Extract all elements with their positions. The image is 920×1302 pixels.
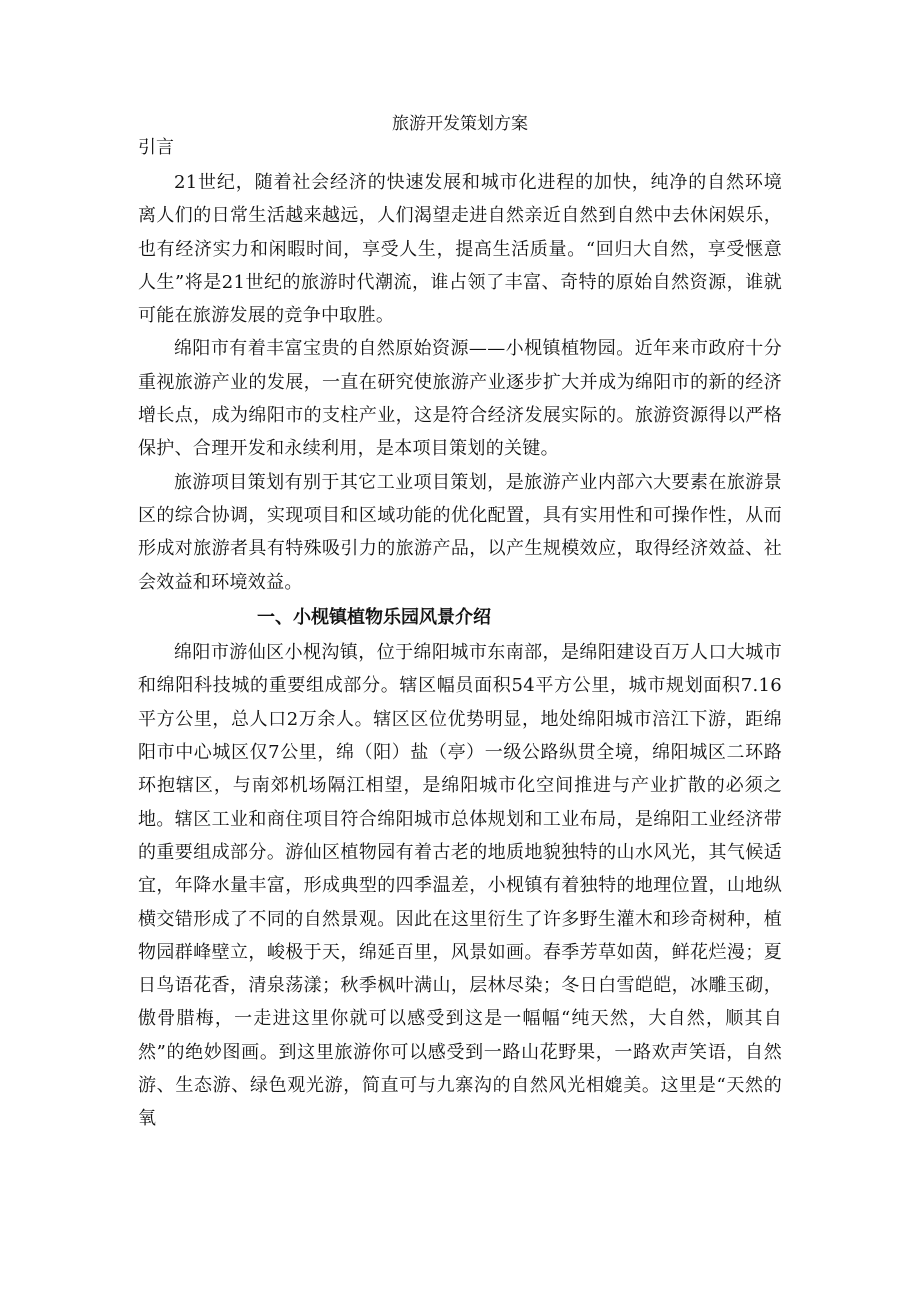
- intro-paragraph-2: 绵阳市有着丰富宝贵的自然原始资源——小枧镇植物园。近年来市政府十分重视旅游产业的发展，一直在研究使旅游产业逐步扩大并成为绵阳市的新的经济增长点，成为绵阳市的支柱产业，这是符合经济发展实际的。旅游资源得以严格保护、合理开发和永续利用，是本项目策划的关键。: [138, 338, 782, 460]
- document-title: 旅游开发策划方案: [392, 114, 528, 134]
- intro-label: 引言: [138, 137, 174, 158]
- document-body: [138, 134, 782, 1136]
- intro-paragraph-3: 旅游项目策划有别于其它工业项目策划，是旅游产业内部六大要素在旅游景区的综合协调，实现项目和区域功能的优化配置，具有实用性和可操作性，从而形成对旅游者具有特殊吸引力的旅游产品，以产生规模效应，取得经济效益、社会效益和环境效益。: [138, 471, 782, 593]
- section-1-paragraph-1: 绵阳市游仙区小枧沟镇，位于绵阳城市东南部，是绵阳建设百万人口大城市和绵阳科技城的重要组成部分。辖区幅员面积54平方公里，城市规划面积7.16平方公里，总人口2万余人。辖区区位优势明显，地处绵阳城市涪江下游，距绵阳市中心城区仅7公里，绵（阳）盐（亭）一级公路纵贯全境，绵阳城区二环路环抱辖区，与南郊机场隔江相望，是绵阳城市化空间推进与产业扩散的必须之地。辖区工业和商住项目符合绵阳城市总体规划和工业布局，是绵阳工业经济带的重要组成部分。游仙区植物园有着古老的地质地貌独特的山水风光，其气候适宜，年降水量丰富，形成典型的四季温差，小枧镇有着独特的地理位置，山地纵横交错形成了不同的自然景观。因此在这里衍生了许多野生灌木和珍奇树种，植物园群峰壁立，峻极于天，绵延百里，风景如画。春季芳草如茵，鲜花烂漫；夏日鸟语花香，清泉荡漾；秋季枫叶满山，层林尽染；冬日白雪皑皑，冰雕玉砌，傲骨腊梅，一走进这里你就可以感受到这是一幅幅“纯天然，大自然，顺其自然”的绝妙图画。到这里旅游你可以感受到一路山花野果，一路欢声笑语，自然游、生态游、绿色观光游，简直可与九寨沟的自然风光相媲美。这里是“天然的氧: [138, 642, 782, 1130]
- section-1-heading: 一、小枧镇植物乐园风景介绍: [257, 606, 491, 628]
- intro-paragraph-1: 21世纪，随着社会经济的快速发展和城市化进程的加快，纯净的自然环境离人们的日常生活越来越远，人们渴望走进自然亲近自然到自然中去休闲娱乐，也有经济实力和闲暇时间，享受人生，提高生活质量。“回归大自然，享受惬意人生”将是21世纪的旅游时代潮流，谁占领了丰富、奇特的原始自然资源，谁就可能在旅游发展的竞争中取胜。: [138, 172, 782, 327]
